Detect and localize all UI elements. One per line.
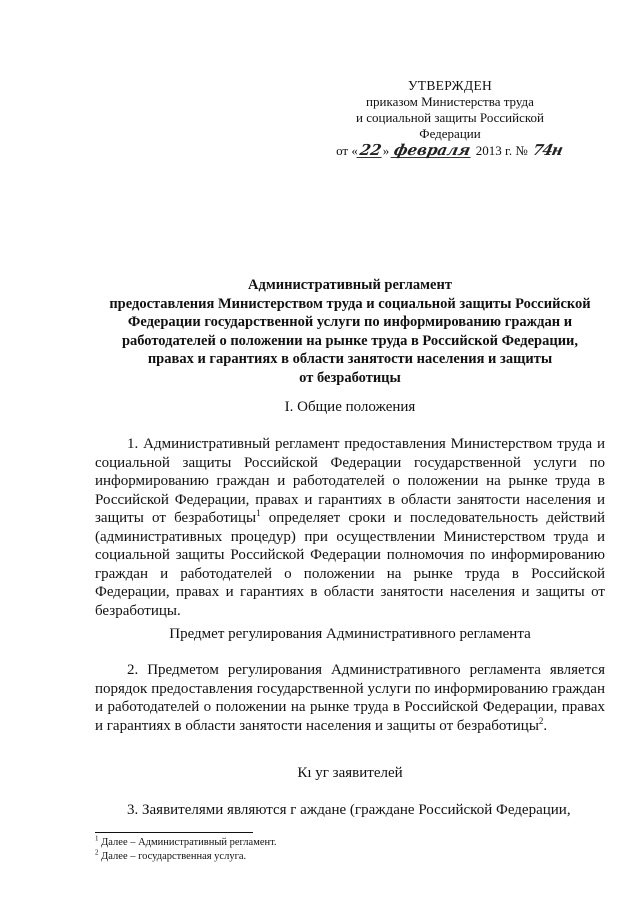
- order-day: 22: [358, 141, 383, 159]
- approval-stamp: [330, 78, 570, 159]
- order-month: февраля: [392, 141, 473, 159]
- from-label: от «: [336, 143, 358, 158]
- document-title: [95, 276, 605, 387]
- footnote-1: [95, 836, 605, 850]
- approval-line-1: приказом Министерства труда: [366, 94, 534, 109]
- close-quote: »: [382, 143, 390, 158]
- footnote-2-marker: 2: [95, 848, 99, 856]
- footnote-2: [95, 850, 605, 864]
- approval-line-3: Федерации: [419, 126, 481, 141]
- footnotes: [95, 836, 605, 863]
- paragraph-1-text-b: определяет сроки и последовательность действий (административных процедур) при осуществлении Министерством труда и социальной защиты Российской Федерации полномочия по информированию граждан и работодателей о положении на рынке труда в Российской Федерации, правах и гарантиях в области занятости населения и защиты от безработицы.: [95, 510, 605, 619]
- order-year: 2013 г. №: [475, 143, 528, 158]
- order-number: 74н: [531, 141, 564, 159]
- paragraph-1-text-a: 1. Административный регламент предоставления Министерством труда и социальной защиты Российской Федерации государственной услуги по информированию граждан и работодателей о положении на рынке труда в Российской Федерации, правах и гарантиях в области занятости населения и защиты от безработицы: [95, 436, 605, 526]
- paragraph-2: [95, 661, 605, 735]
- footnote-divider: [95, 832, 253, 833]
- approved-label: УТВЕРЖДЕН: [407, 78, 493, 93]
- footnote-1-text: Далее – Административный регламент.: [98, 837, 277, 848]
- title-line-1: Административный регламент: [248, 277, 452, 293]
- footnote-ref-2: 2: [538, 715, 544, 726]
- order-date-line: [330, 143, 570, 159]
- paragraph-2-text-b: .: [543, 717, 548, 734]
- approval-line-2: и социальной защиты Российской: [356, 110, 544, 125]
- paragraph-1: [95, 435, 605, 620]
- title-line-2: предоставления Министерством труда и социальной защиты Российской: [109, 295, 591, 312]
- title-line-6: от безработицы: [299, 369, 401, 386]
- section-heading-subject: Предмет регулирования Административного регламента: [169, 626, 531, 642]
- footnote-1-marker: 1: [95, 834, 99, 843]
- section-heading-general: I. Общие положения: [284, 399, 416, 415]
- footnote-2-text: Далее – государственная услуга.: [98, 850, 247, 862]
- title-line-3: Федерации государственной услуги по информированию граждан и: [127, 314, 573, 330]
- footnote-ref-1: 1: [256, 508, 261, 518]
- paragraph-3: 3. Заявителями являются г аждане (граждане Российской Федерации,: [127, 802, 571, 818]
- title-line-4: работодателей о положении на рынке труда в Российской Федерации,: [121, 332, 579, 349]
- title-line-5: правах и гарантиях в области занятости населения и защиты: [147, 351, 553, 367]
- section-heading-applicants: Кı уг заявителей: [297, 765, 403, 781]
- paragraph-2-text-a: 2. Предметом регулирования Административного регламента является порядок предоставления государственной услуги по информированию граждан и работодателей о положении на рынке труда в Российской Федерации, правах и гарантиях в области занятости населения и защиты от безработицы: [95, 662, 605, 734]
